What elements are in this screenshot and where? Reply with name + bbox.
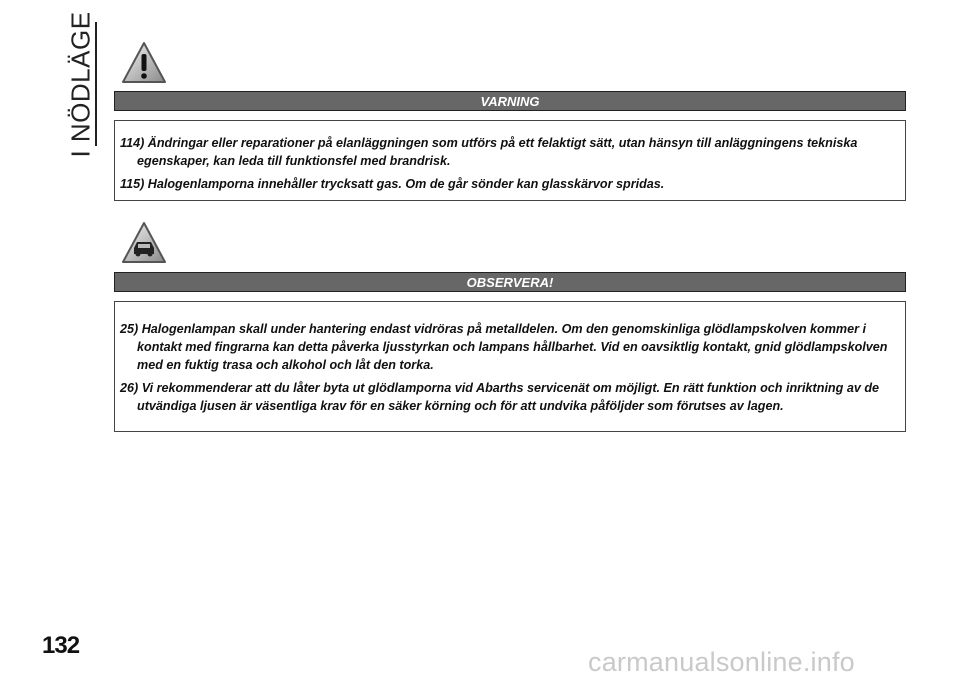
warning-heading: VARNING: [114, 91, 906, 111]
note-item: 25) Halogenlampan skall under hantering endast vidröras på metalldelen. Om den genomskinliga glödlampskolven kommer i kontakt med fingrarna kan detta påverka ljusstyrkan och lampans hållbarhet. Vid en oavsiktlig kontakt, gnid glödlampskolven med en fuktig trasa och alkohol och låt den torka.: [120, 322, 888, 372]
note-heading: OBSERVERA!: [114, 272, 906, 292]
watermark: carmanualsonline.info: [588, 647, 855, 677]
car-triangle-icon: [120, 220, 168, 266]
exclamation-triangle-icon: [120, 40, 168, 86]
note-box: [114, 301, 906, 432]
section-divider: [95, 22, 97, 146]
section-title: I NÖDLÄGE: [65, 11, 96, 158]
page-number: 132: [42, 632, 80, 659]
warning-item: 114) Ändringar eller reparationer på elanläggningen som utförs på ett felaktigt sätt, utan hänsyn till anläggningens tekniska egenskaper, kan leda till funktionsfel med brandrisk.: [120, 136, 858, 168]
warning-box: [114, 120, 906, 201]
warning-item: 115) Halogenlamporna innehåller trycksatt gas. Om de går sönder kan glasskärvor spridas.: [120, 177, 665, 191]
note-item: 26) Vi rekommenderar att du låter byta ut glödlamporna vid Abarths servicenät om möjligt. En rätt funktion och inriktning av de utvändiga ljusen är väsentliga krav för en säker körning och för att undvika påföljder som förutses av lagen.: [120, 381, 880, 413]
